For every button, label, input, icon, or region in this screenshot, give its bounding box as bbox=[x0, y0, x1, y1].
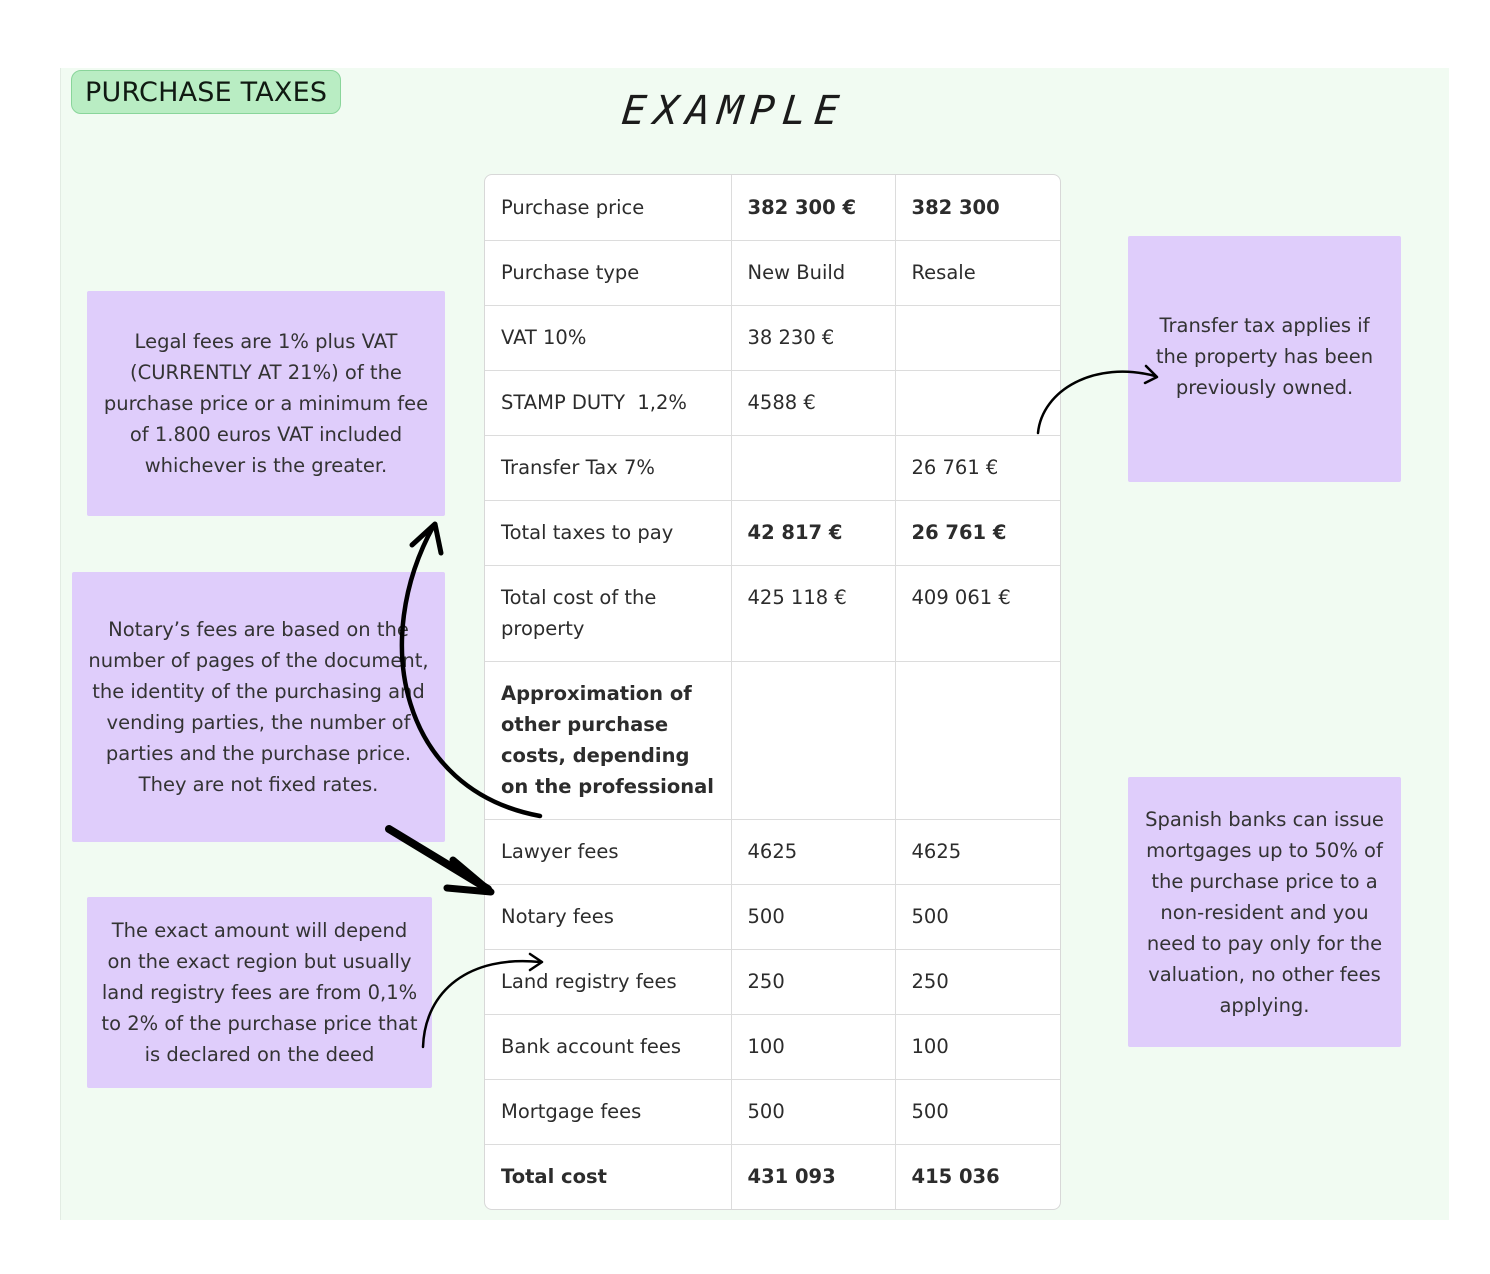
section-heading: Approximation of other purchase costs, depending on the professional bbox=[485, 661, 731, 819]
resale-value: Resale bbox=[895, 240, 1060, 305]
new-build-value: 100 bbox=[731, 1014, 895, 1079]
resale-value: 250 bbox=[895, 949, 1060, 1014]
table-row bbox=[485, 1144, 1060, 1209]
table-row bbox=[485, 949, 1060, 1014]
resale-value: 100 bbox=[895, 1014, 1060, 1079]
table-row bbox=[485, 305, 1060, 370]
row-label: Total cost of the property bbox=[485, 565, 731, 661]
new-build-value: 38 230 € bbox=[731, 305, 895, 370]
new-build-value: 4625 bbox=[731, 819, 895, 884]
new-build-value: 500 bbox=[731, 884, 895, 949]
row-label: Total cost bbox=[485, 1144, 731, 1209]
table-row bbox=[485, 819, 1060, 884]
table-row bbox=[485, 240, 1060, 305]
row-label: Purchase price bbox=[485, 175, 731, 240]
row-label: Bank account fees bbox=[485, 1014, 731, 1079]
new-build-value: 4588 € bbox=[731, 370, 895, 435]
resale-value: 26 761 € bbox=[895, 500, 1060, 565]
row-label: Total taxes to pay bbox=[485, 500, 731, 565]
table-row bbox=[485, 175, 1060, 240]
resale-value: 26 761 € bbox=[895, 435, 1060, 500]
row-label: Purchase type bbox=[485, 240, 731, 305]
row-label: VAT 10% bbox=[485, 305, 731, 370]
resale-value: 4625 bbox=[895, 819, 1060, 884]
table-row bbox=[485, 370, 1060, 435]
resale-value: 409 061 € bbox=[895, 565, 1060, 661]
sticky-note-mortgage: Spanish banks can issue mortgages up to 50% of the purchase price to a non-resident and you need to pay only for the valuation, no other fees applying. bbox=[1128, 777, 1401, 1047]
table-row bbox=[485, 1079, 1060, 1144]
new-build-value: 431 093 bbox=[731, 1144, 895, 1209]
resale-value bbox=[895, 661, 1060, 819]
purchase-cost-table bbox=[484, 174, 1061, 1210]
new-build-value bbox=[731, 435, 895, 500]
table-row bbox=[485, 500, 1060, 565]
resale-value bbox=[895, 305, 1060, 370]
section-label: PURCHASE TAXES bbox=[71, 70, 341, 114]
row-label: STAMP DUTY 1,2% bbox=[485, 370, 731, 435]
table-row bbox=[485, 565, 1060, 661]
sticky-note-legal-fees: Legal fees are 1% plus VAT (CURRENTLY AT 21%) of the purchase price or a minimum fee of 1.800 euros VAT included whichever is the greater. bbox=[87, 291, 445, 516]
sticky-note-notary-fees: Notary’s fees are based on the number of pages of the document, the identity of the purchasing and vending parties, the number of parties and the purchase price. They are not fixed rates. bbox=[72, 572, 445, 842]
sticky-note-transfer-tax: Transfer tax applies if the property has been previously owned. bbox=[1128, 236, 1401, 482]
table-row bbox=[485, 435, 1060, 500]
new-build-value: 500 bbox=[731, 1079, 895, 1144]
row-label: Mortgage fees bbox=[485, 1079, 731, 1144]
new-build-value: New Build bbox=[731, 240, 895, 305]
page-title: EXAMPLE bbox=[619, 88, 849, 134]
resale-value bbox=[895, 370, 1060, 435]
row-label: Lawyer fees bbox=[485, 819, 731, 884]
new-build-value: 425 118 € bbox=[731, 565, 895, 661]
resale-value: 415 036 bbox=[911, 1165, 1000, 1189]
new-build-value: 42 817 € bbox=[731, 500, 895, 565]
new-build-value bbox=[731, 661, 895, 819]
resale-value: 382 300 bbox=[895, 175, 1060, 240]
row-label: Transfer Tax 7% bbox=[485, 435, 731, 500]
sticky-note-land-registry: The exact amount will depend on the exact region but usually land registry fees are from 0,1% to 2% of the purchase price that is declared on the deed bbox=[87, 897, 432, 1088]
new-build-value: 250 bbox=[731, 949, 895, 1014]
resale-value: 500 bbox=[895, 1079, 1060, 1144]
row-label: Land registry fees bbox=[485, 949, 731, 1014]
new-build-value: 382 300 € bbox=[731, 175, 895, 240]
table-row bbox=[485, 884, 1060, 949]
table-row bbox=[485, 1014, 1060, 1079]
table-row bbox=[485, 661, 1060, 819]
row-label: Notary fees bbox=[485, 884, 731, 949]
resale-value: 500 bbox=[895, 884, 1060, 949]
